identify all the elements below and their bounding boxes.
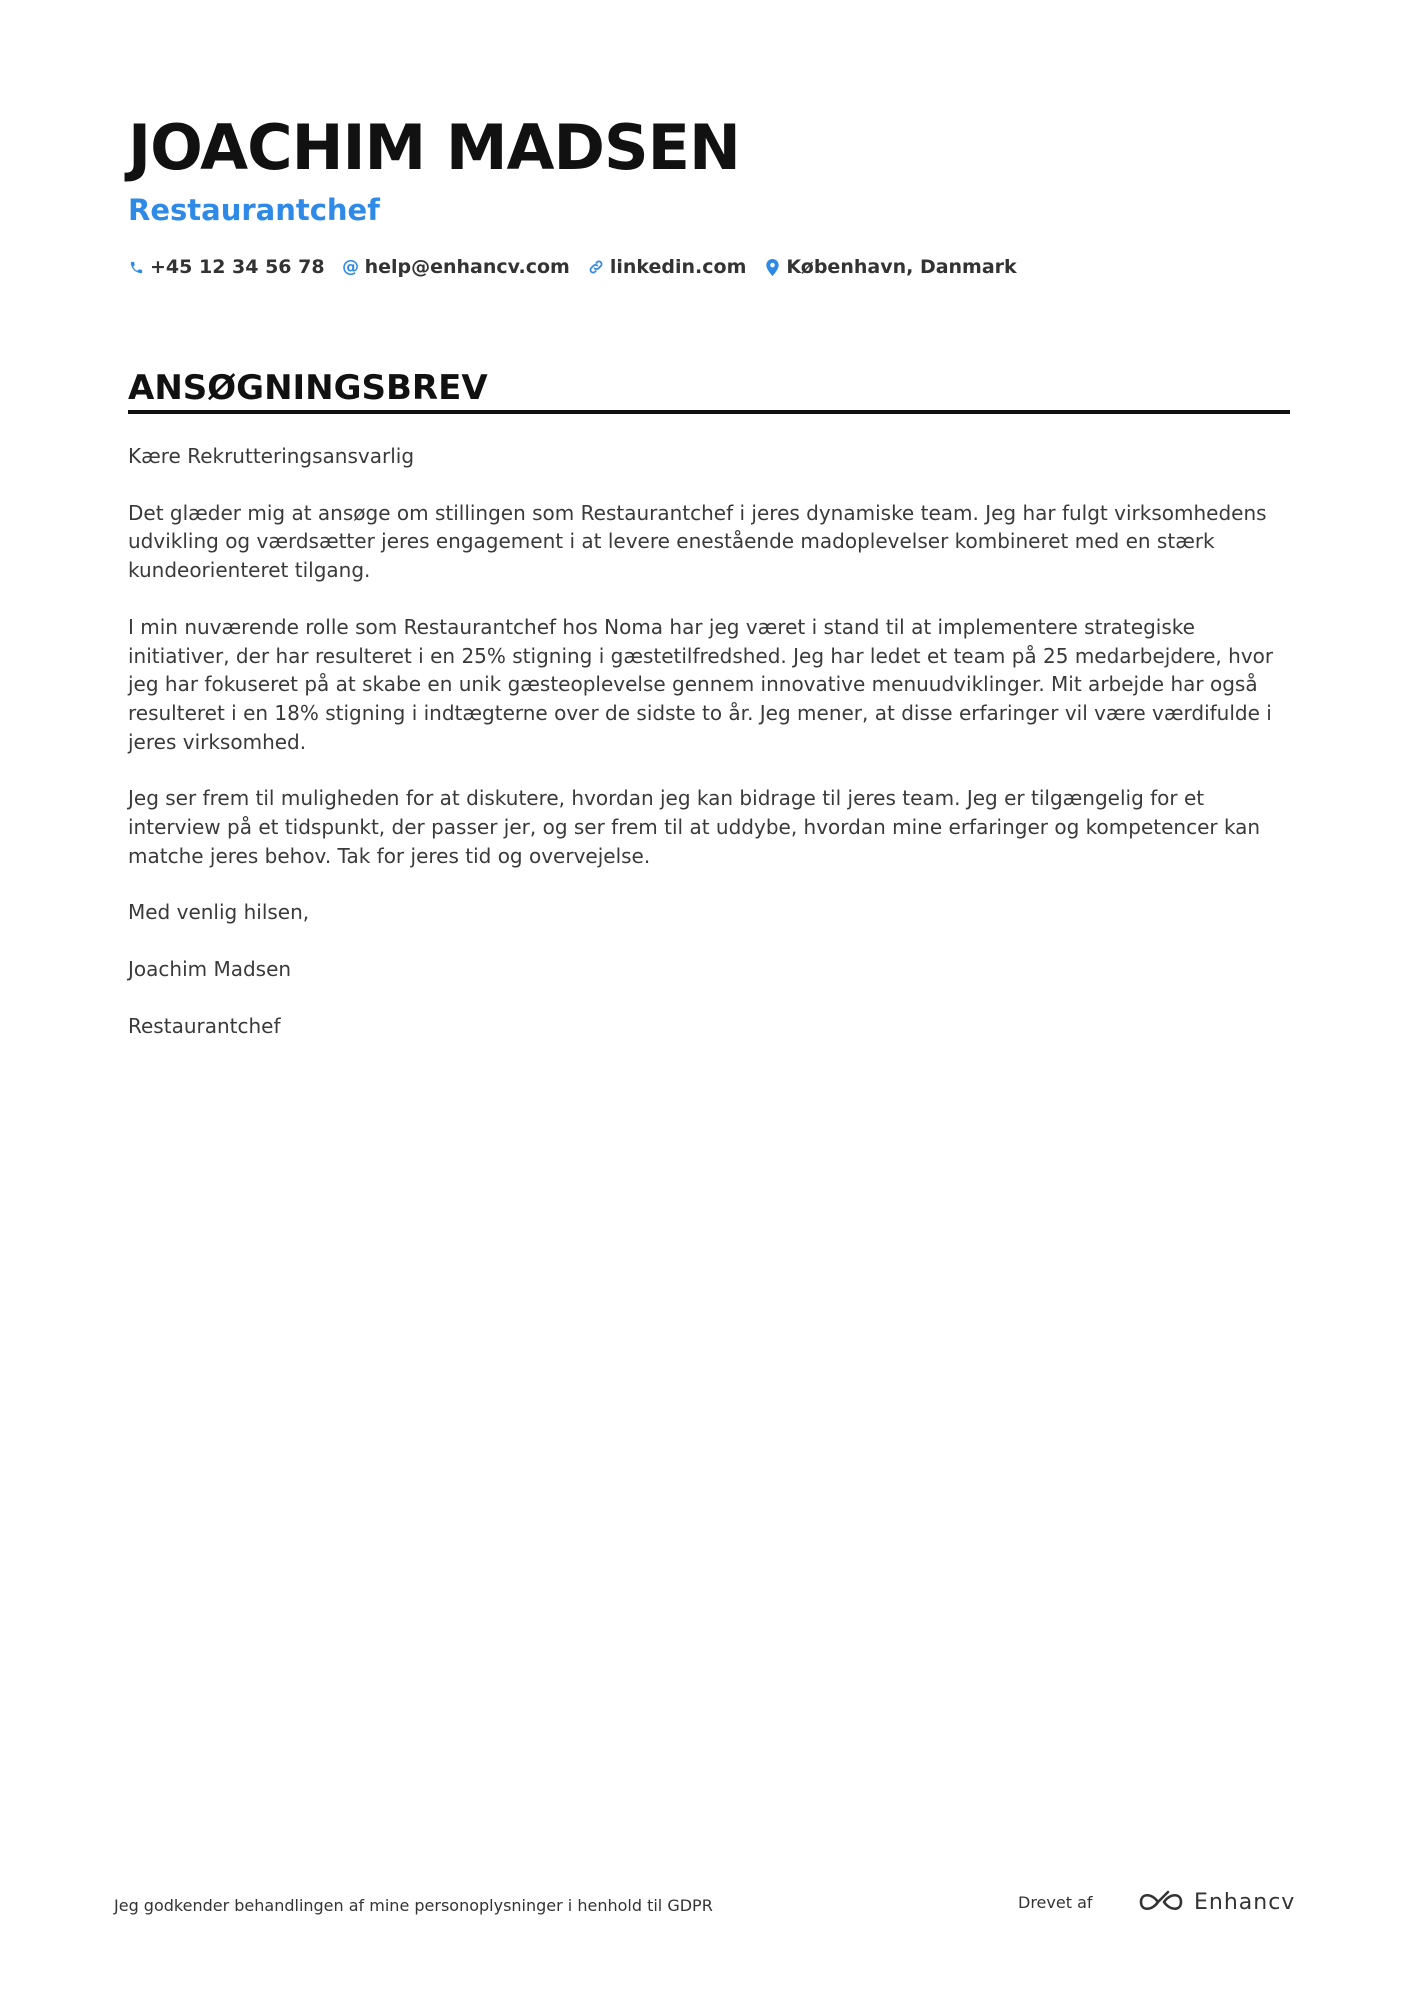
contact-email[interactable] xyxy=(343,256,570,278)
letter-paragraph-3: Jeg ser frem til muligheden for at diskutere, hvordan jeg kan bidrage til jeres team. Jeg er tilgængelig for et interview på et tidspunkt, der passer jer, og ser frem til at uddybe, hvordan mine erfaringer og kompetencer kan matche jeres behov. Tak for jeres tid og overvejelse. xyxy=(128,786,1261,868)
phone-icon xyxy=(128,258,144,276)
letter-paragraph-1: Det glæder mig at ansøge om stillingen som Restaurantchef i jeres dynamiske team. Jeg har fulgt virksomhedens udvikling og værdsætter jeres engagement i at levere enestående madoplevelser kombineret med en stærk kundeorienteret tilgang. xyxy=(128,500,1267,583)
contact-location xyxy=(764,256,1016,278)
applicant-role: Restaurantchef xyxy=(128,193,380,227)
contact-bar xyxy=(128,252,1035,282)
signature-name: Joachim Madsen xyxy=(128,957,292,982)
signature-title: Restaurantchef xyxy=(128,1013,281,1038)
gdpr-consent-note: Jeg godkender behandlingen af mine personoplysninger i henhold til GDPR xyxy=(114,1896,713,1915)
contact-phone[interactable] xyxy=(128,256,325,278)
letter-closing: Med venlig hilsen, xyxy=(128,900,310,925)
location-pin-icon xyxy=(764,258,780,276)
section-title: ANSØGNINGSBREV xyxy=(128,368,488,408)
contact-linkedin-text: linkedin.com xyxy=(609,256,747,278)
contact-location-text: København, Danmark xyxy=(786,256,1017,278)
section-divider xyxy=(128,410,1290,414)
contact-email-text: help@enhancv.com xyxy=(364,256,570,278)
contact-linkedin[interactable] xyxy=(588,256,747,278)
link-icon xyxy=(588,258,604,276)
letter-salutation: Kære Rekrutteringsansvarlig xyxy=(128,444,415,468)
at-icon: @ xyxy=(342,257,360,277)
letter-body xyxy=(128,442,1290,1069)
contact-phone-text: +45 12 34 56 78 xyxy=(150,256,325,278)
enhancv-brand-name: Enhancv xyxy=(1194,1889,1296,1915)
powered-by-label: Drevet af xyxy=(1018,1893,1093,1912)
letter-paragraph-2: I min nuværende rolle som Restaurantchef hos Noma har jeg været i stand til at implementere strategiske initiativer, der har resulteret i en 25% stigning i gæstetilfredshed. Jeg har ledet et team på 25 medarbejdere, hvor jeg har fokuseret på at skabe en unik gæsteoplevelse gennem innovative menuudviklinger. Mit arbejde har også resulteret i en 18% stigning i indtægterne over de sidste to år. Jeg mener, at disse erfaringer vil være værdifulde i jeres virksomhed. xyxy=(128,614,1274,754)
enhancv-brand[interactable] xyxy=(1138,1884,1295,1920)
applicant-name: JOACHIM MADSEN xyxy=(128,111,740,184)
enhancv-logo-icon xyxy=(1138,1889,1184,1915)
